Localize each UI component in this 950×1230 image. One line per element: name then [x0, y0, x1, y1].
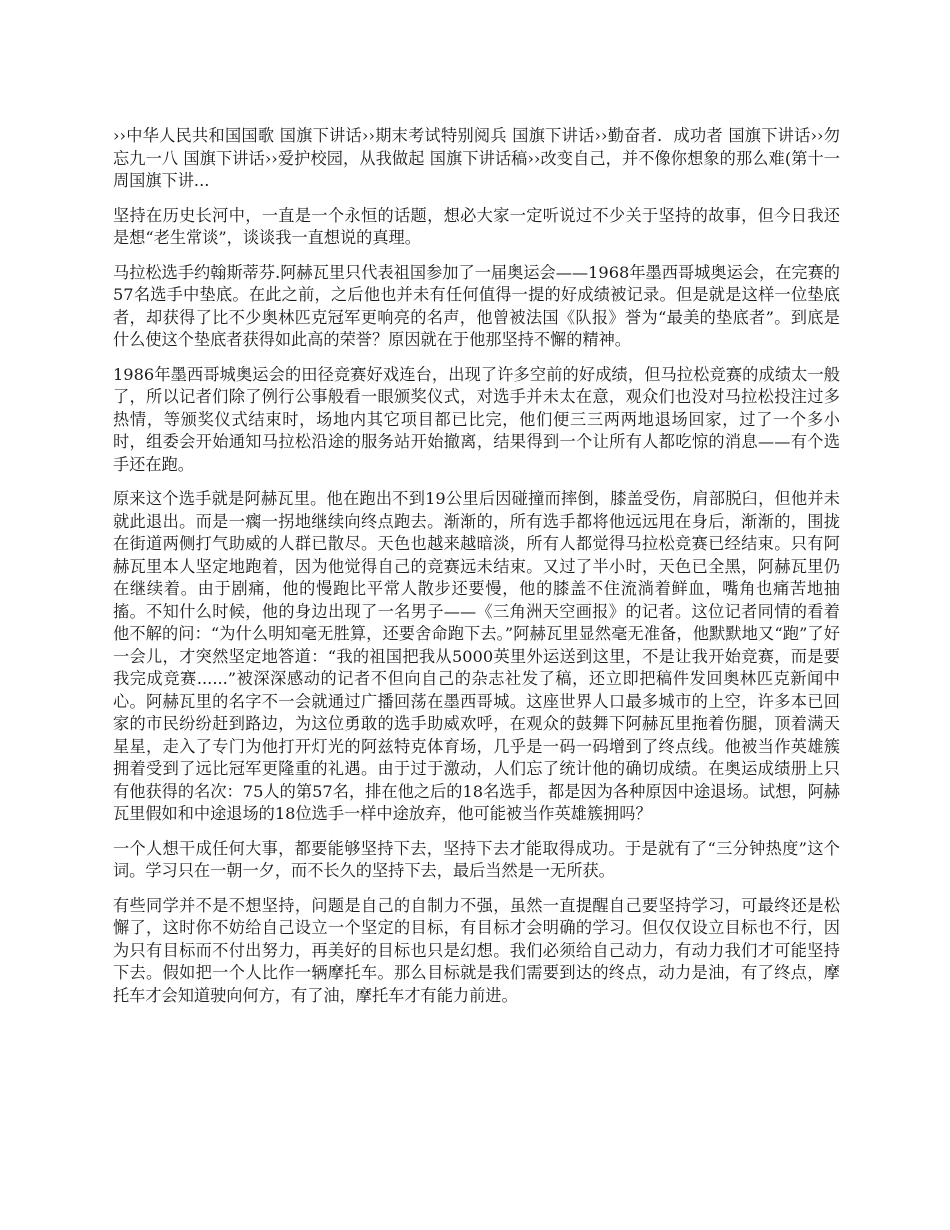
document-body	[113, 125, 840, 1019]
body-paragraph: 有些同学并不是不想坚持，问题是自己的自制力不强，虽然一直提醒自己要坚持学习，可最终还是松懈了，这时你不妨给自己设立一个坚定的目标，有目标才会明确的学习。但仅仅设立目标也不行，因为只有目标而不付出努力，再美好的目标也只是幻想。我们必须给自己动力，有动力我们才可能坚持下去。假如把一个人比作一辆摩托车。那么目标就是我们需要到达的终点，动力是油，有了终点，摩托车才会知道驶向何方，有了油，摩托车才有能力前进。	[113, 895, 840, 1005]
related-links-paragraph: ››中华人民共和国国歌 国旗下讲话››期末考试特别阅兵 国旗下讲话››勤奋者．成功者 国旗下讲话››勿忘九一八 国旗下讲话››爱护校园，从我做起 国旗下讲话稿››改变自己，并不像你想象的那么难(第十一周国旗下讲...	[113, 126, 840, 190]
intro-paragraph: 坚持在历史长河中，一直是一个永恒的话题，想必大家一定听说过不少关于坚持的故事，但今日我还是想“老生常谈”，谈谈我一直想说的真理。	[113, 205, 840, 247]
body-paragraph: 一个人想干成任何大事，都要能够坚持下去，坚持下去才能取得成功。于是就有了“三分钟热度”这个词。学习只在一朝一夕，而不长久的坚持下去，最后当然是一无所获。	[113, 838, 840, 880]
body-paragraph: 原来这个选手就是阿赫瓦里。他在跑出不到19公里后因碰撞而摔倒，膝盖受伤，肩部脱臼，但他并未就此退出。而是一瘸一拐地继续向终点跑去。渐渐的，所有选手都将他远远甩在身后，渐渐的，围拢在街道两侧打气助威的人群已散尽。天色也越来越暗淡，所有人都觉得马拉松竞赛已经结束。只有阿赫瓦里本人坚定地跑着，因为他觉得自己的竞赛远未结束。又过了半小时，天色已全黑，阿赫瓦里仍在继续着。由于剧痛，他的慢跑比平常人散步还要慢，他的膝盖不住流淌着鲜血，嘴角也痛苦地抽搐。不知什么时候，他的身边出现了一名男子——《三角洲天空画报》的记者。这位记者同情的看着他不解的问：“为什么明知毫无胜算，还要舍命跑下去。”阿赫瓦里显然毫无准备，他默默地又“跑”了好一会儿，才突然坚定地答道：“我的祖国把我从5000英里外运送到这里，不是让我开始竞赛，而是要我完成竞赛......”被深深感动的记者不但向自己的杂志社发了稿，还立即把稿件发回奥林匹克新闻中心。阿赫瓦里的名字不一会就通过广播回荡在墨西哥城。这座世界人口最多城市的上空，许多本已回家的市民纷纷赶到路边，为这位勇敢的选手助威欢呼，在观众的鼓舞下阿赫瓦里拖着伤腿，顶着满天星星，走入了专门为他打开灯光的阿兹特克体育场，几乎是一码一码增到了终点线。他被当作英雄簇拥着受到了远比冠军更隆重的礼遇。由于过于激动，人们忘了统计他的确切成绩。在奥运成绩册上只有他获得的名次：75人的第57名，排在他之后的18名选手，都是因为各种原因中途退场。试想，阿赫瓦里假如和中途退场的18位选手一样中途放弃，他可能被当作英雄簇拥吗？	[113, 489, 840, 823]
body-paragraph: 马拉松选手约翰斯蒂芬.阿赫瓦里只代表祖国参加了一届奥运会——1968年墨西哥城奥运会，在完赛的57名选手中垫底。在此之前，之后他也并未有任何值得一提的好成绩被记录。但是就是这样一位垫底者，却获得了比不少奥林匹克冠军更响亮的名声，他曾被法国《队报》誉为“最美的垫底者”。到底是什么使这个垫底者获得如此高的荣誉？原因就在于他那坚持不懈的精神。	[113, 262, 840, 349]
body-paragraph: 1986年墨西哥城奥运会的田径竞赛好戏连台，出现了许多空前的好成绩，但马拉松竞赛的成绩太一般了，所以记者们除了例行公事般看一眼颁奖仪式，对选手并未太在意，观众们也没对马拉松投注过多热情，等颁奖仪式结束时，场地内其它项目都已比完，他们便三三两两地退场回家，过了一个多小时，组委会开始通知马拉松沿途的服务站开始撤离，结果得到一个让所有人都吃惊的消息——有个选手还在跑。	[113, 364, 840, 474]
